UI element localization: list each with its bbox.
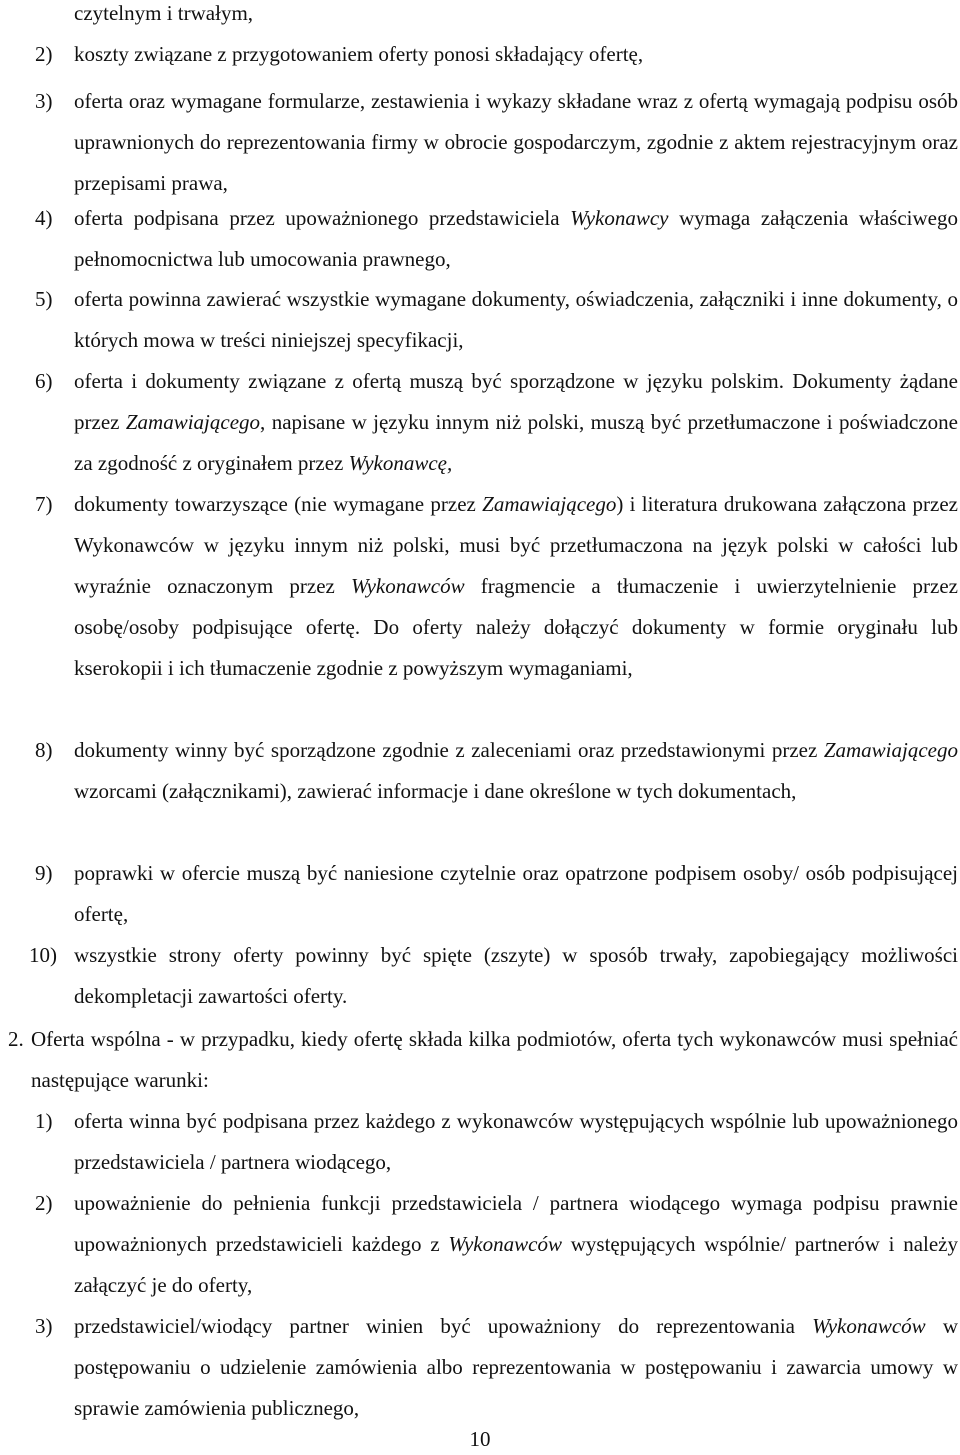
list-item [35,1101,958,1183]
section-2 [0,1019,958,1101]
list-item-text: oferta i dokumenty związane z ofertą muszą być sporządzone w języku polskim. Dokumenty żądane przez Zamawiającego, napisane w języku innym niż polski, muszą być przetłumaczone i poświadczone za zgodność z oryginałem przez Wykonawcę, [74,369,958,475]
list-item-number: 9) [35,861,53,885]
list-item-number: 2) [35,42,53,66]
list-item [35,1306,959,1429]
list-item-number: 4) [35,206,53,230]
list-item [29,935,958,1017]
list-item-text: koszty związane z przygotowaniem oferty ponosi składający ofertę, [74,42,644,66]
list-item-number: 2) [35,1191,53,1215]
list-item [35,198,958,280]
list-item-text: oferta podpisana przez upoważnionego przedstawiciela Wykonawcy wymaga załączenia właściwego pełnomocnictwa lub umocowania prawnego, [74,206,958,271]
list-item-number: 7) [35,492,53,516]
list-item-text: oferta powinna zawierać wszystkie wymagane dokumenty, oświadczenia, załączniki i inne dokumenty, o których mowa w treści niniejszej specyfikacji, [74,287,958,352]
list-item-text: oferta winna być podpisana przez każdego z wykonawców występujących wspólnie lub upoważnionego przedstawiciela / partnera wiodącego, [74,1109,958,1174]
intro-fragment: czytelnym i trwałym, [74,1,254,25]
list-item [35,853,958,935]
section-text: Oferta wspólna - w przypadku, kiedy ofertę składa kilka podmiotów, oferta tych wykonawców musi spełniać następujące warunki: [31,1027,958,1092]
list-item [35,34,958,75]
list-item [35,81,958,204]
list-item-number: 10) [29,943,57,967]
list-item [35,279,958,361]
list-item-text: oferta oraz wymagane formularze, zestawienia i wykazy składane wraz z ofertą wymagają podpisu osób uprawnionych do reprezentowania firmy w obrocie gospodarczym, zgodnie z aktem rejestracyjnym oraz przepisami prawa, [74,89,958,195]
list-item [35,484,958,689]
list-item-number: 6) [35,369,53,393]
list-item-text: dokumenty towarzyszące (nie wymagane przez Zamawiającego) i literatura drukowana załączona przez Wykonawców w języku innym niż polski, musi być przetłumaczona na język polski w całości lub wyraźnie oznaczonym przez Wykonawców fragmencie a tłumaczenie i uwierzytelnienie przez osobę/osoby podpisujące ofertę. Do oferty należy dołączyć dokumenty w formie oryginału lub kserokopii i ich tłumaczenie zgodnie z powyższym wymaganiami, [74,492,958,680]
list-item [35,1183,958,1306]
list-item-text: wszystkie strony oferty powinny być spięte (zszyte) w sposób trwały, zapobiegający możliwości dekompletacji zawartości oferty. [74,943,958,1008]
list-item-number: 8) [35,738,53,762]
list-item-text: dokumenty winny być sporządzone zgodnie z zaleceniami oraz przedstawionymi przez Zamawiającego wzorcami (załącznikami), zawierać informacje i dane określone w tych dokumentach, [74,738,958,803]
page-number: 10 [469,1427,491,1451]
list-item-text: przedstawiciel/wiodący partner winien być upoważniony do reprezentowania Wykonawców w postępowaniu o udzielenie zamówienia albo reprezentowania w postępowaniu i zawarcia umowy w sprawie zamówienia publicznego, [74,1314,959,1420]
list-item-number: 3) [35,1314,53,1338]
section-number: 2. [8,1027,24,1051]
list-item-number: 5) [35,287,53,311]
list-item-text: upoważnienie do pełnienia funkcji przedstawiciela / partnera wiodącego wymaga podpisu prawnie upoważnionych przedstawicieli każdego z Wykonawców występujących wspólnie/ partnerów i należy załączyć je do oferty, [74,1191,958,1297]
list-item-text: poprawki w ofercie muszą być naniesione czytelnie oraz opatrzone podpisem osoby/ osób podpisującej ofertę, [74,861,958,926]
list-item-number: 3) [35,89,53,113]
list-item [35,730,958,812]
list-item [35,361,958,484]
list-item-number: 1) [35,1109,53,1133]
